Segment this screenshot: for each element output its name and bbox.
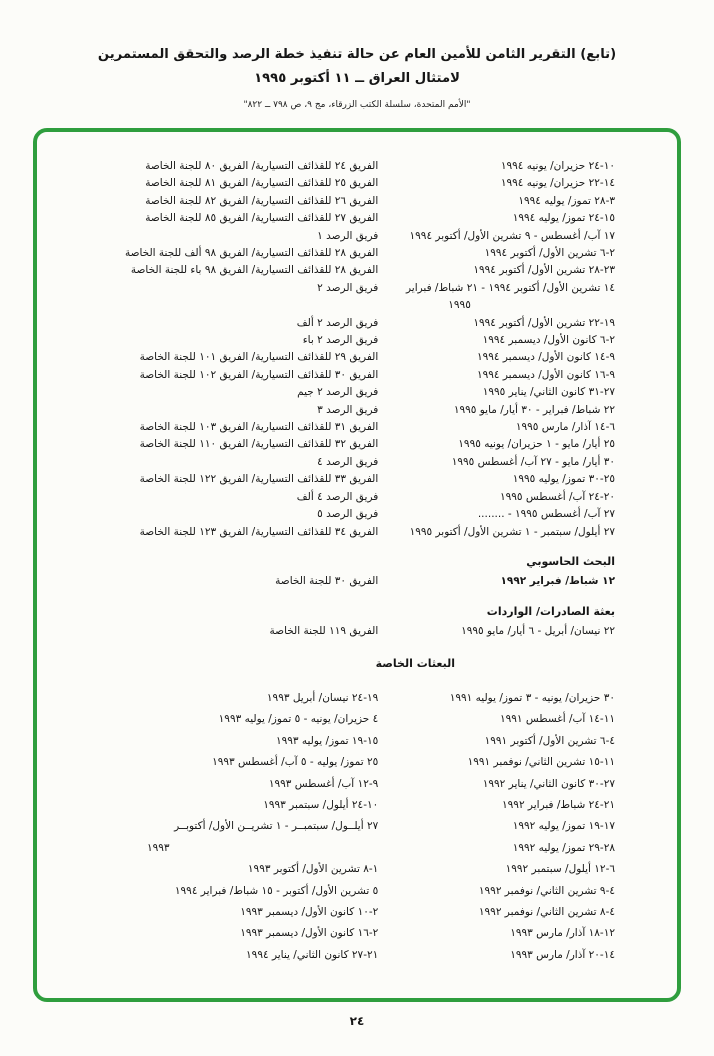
- document-footer: [0, 1014, 714, 1028]
- inspection-date: [378, 332, 615, 349]
- source-citation: "الأمم المتحدة، سلسلة الكتب الزرقاء، مج ٩، ص ٧٩٨ ــ ٨٢٢": [243, 99, 471, 110]
- inspection-date: [378, 349, 615, 366]
- inspection-date: [378, 158, 615, 175]
- team-designation: الفريق ٣١ للقذائف التسيارية/ الفريق ١٠٣ للجنة الخاصة: [139, 421, 379, 434]
- inspection-date-text: ١٥-٢٤ تموز/ يوليه ١٩٩٤: [512, 212, 615, 225]
- special-mission-date-text: ٢٧ أيلــول/ سبتمبــر - ١ تشريــن الأول/ أكتوبــر: [174, 820, 379, 833]
- special-mission-date: [378, 923, 615, 944]
- inspection-date-text: ١٩-٢٢ تشرين الأول/ أكتوبر ١٩٩٤: [473, 316, 615, 329]
- table-row: [77, 210, 615, 227]
- table-row: [77, 332, 615, 349]
- special-mission-date-text: ٢٥ تموز/ يوليه - ٥ آب/ أغسطس ١٩٩٣: [212, 756, 379, 769]
- special-mission-date: [378, 731, 615, 752]
- inspection-date-text: ١٤ تشرين الأول/ أكتوبر ١٩٩٤ - ٢١ شباط/ فبراير: [405, 281, 615, 294]
- special-mission-date-text: ٢-١٦ كانون الأول/ ديسمبر ١٩٩٣: [240, 927, 379, 940]
- inspection-date-text: ٢٧ آب/ أغسطس ١٩٩٥ - ........: [477, 508, 615, 521]
- table-row: [77, 315, 615, 332]
- inspection-date-text: ٩-١٤ كانون الأول/ ديسمبر ١٩٩٤: [476, 351, 615, 364]
- table-row: [77, 419, 615, 436]
- special-mission-date: [378, 752, 615, 773]
- team-designation: الفريق ٢٦ للقذائف التسيارية/ الفريق ٨٢ للجنة الخاصة: [145, 194, 379, 207]
- special-mission-date: [77, 688, 378, 709]
- table-row: [77, 454, 615, 471]
- special-missions-column-right: [378, 688, 615, 966]
- inspection-date: [378, 623, 615, 640]
- special-mission-date-continuation: ١٩٩٣: [147, 841, 170, 854]
- special-mission-date-text: ١٧-١٩ تموز/ يوليه ١٩٩٢: [512, 820, 615, 833]
- special-missions-list: [77, 688, 615, 966]
- inspection-date-text: ١٤-٢٢ حزيران/ يونيه ١٩٩٤: [500, 177, 615, 190]
- inspection-date: [378, 573, 615, 590]
- team-designation: الفريق ٣٠ للقذائف التسيارية/ الفريق ١٠٢ للجنة الخاصة: [139, 368, 379, 381]
- inspection-date-text: ٢٧-٣١ كانون الثاني/ يناير ١٩٩٥: [482, 386, 615, 399]
- team-designation: فريق الرصد ٥: [317, 508, 379, 521]
- special-mission-date: [378, 795, 615, 816]
- inspection-date: [378, 436, 615, 453]
- inspection-date: [378, 454, 615, 471]
- inspection-date: [378, 506, 615, 523]
- table-row: [77, 193, 615, 210]
- team-designation: الفريق ٢٥ للقذائف التسيارية/ الفريق ٨١ للجنة الخاصة: [145, 177, 379, 190]
- table-row: [77, 623, 615, 640]
- special-mission-date: [77, 923, 378, 944]
- team-designation: الفريق ٣٤ للقذائف التسيارية/ الفريق ١٢٣ للجنة الخاصة: [139, 525, 379, 538]
- table-row: [77, 175, 615, 192]
- section-heading-export-import: بعثة الصادرات/ الواردات: [486, 604, 615, 618]
- inspection-date-text: ٣-٢٨ تموز/ يوليه ١٩٩٤: [518, 194, 615, 207]
- special-mission-date: [77, 752, 378, 773]
- inspection-date: [378, 367, 615, 384]
- special-mission-date-text: ٢٧-٣٠ كانون الثاني/ يناير ١٩٩٢: [482, 777, 615, 790]
- special-mission-date-text: ١٢-١٨ آذار/ مارس ١٩٩٣: [510, 927, 615, 940]
- report-title-line1: (تابع) التقرير الثامن للأمين العام عن حالة تنفيذ خطة الرصد والتحقق المستمرين: [97, 47, 617, 62]
- special-mission-date: [378, 816, 615, 837]
- table-row: [77, 280, 615, 315]
- inspection-date-text: ٢٥ أيار/ مايو - ١ حزيران/ يونيه ١٩٩٥: [458, 438, 615, 451]
- inspection-date-text: ٦-١٤ آذار/ مارس ١٩٩٥: [515, 421, 615, 434]
- inspection-date-text: ١٠-٢٤ حزيران/ يونيه ١٩٩٤: [500, 159, 615, 172]
- inspection-date: [378, 419, 615, 436]
- special-mission-date-text: ١٠-٢٤ أيلول/ سبتمبر ١٩٩٣: [263, 798, 379, 811]
- inspection-date-continuation: ١٩٩٥: [448, 299, 471, 312]
- page-number: ٢٤: [349, 1013, 365, 1028]
- table-row: [77, 471, 615, 488]
- special-mission-date: [77, 731, 378, 752]
- special-mission-date-text: ١-٨ تشرين الأول/ أكتوبر ١٩٩٣: [247, 863, 379, 876]
- special-mission-date-text: ٩-١٢ آب/ أغسطس ١٩٩٣: [268, 777, 379, 790]
- special-mission-date: [77, 816, 378, 859]
- team-designation: فريق الرصد ٤: [317, 455, 379, 468]
- section-heading-computer-search: البحث الحاسوبي: [526, 554, 615, 568]
- team-designation: فريق الرصد ١: [317, 229, 379, 242]
- table-row: [77, 506, 615, 523]
- inspection-date-text: ٣٠ أيار/ مايو - ٢٧ آب/ أغسطس ١٩٩٥: [451, 455, 615, 468]
- team-designation: الفريق ٢٩ للقذائف التسيارية/ الفريق ١٠١ للجنة الخاصة: [139, 351, 379, 364]
- team-designation: فريق الرصد ٢ جيم: [297, 386, 379, 399]
- special-mission-date-text: ٤-٦ تشرين الأول/ أكتوبر ١٩٩١: [484, 734, 615, 747]
- table-row: [77, 349, 615, 366]
- special-mission-date: [77, 902, 378, 923]
- table-row: [77, 436, 615, 453]
- inspection-date: [378, 228, 615, 245]
- inspection-date: [378, 262, 615, 279]
- special-mission-date-text: ٢١-٢٤ شباط/ فبراير ١٩٩٢: [502, 798, 615, 811]
- inspection-date-text: ٢٢ نيسان/ أبريل - ٦ أيار/ مايو ١٩٩٥: [461, 625, 615, 638]
- special-mission-date-text: ٦-١٢ أيلول/ سبتمبر ١٩٩٢: [505, 863, 615, 876]
- inspection-date: [378, 193, 615, 210]
- special-mission-date: [77, 774, 378, 795]
- content-frame: [33, 128, 681, 1002]
- inspection-date-text: ٢٣-٢٨ تشرين الأول/ أكتوبر ١٩٩٤: [473, 264, 615, 277]
- special-mission-date: [77, 795, 378, 816]
- inspection-date-text: ٢٥-٣٠ تموز/ يوليه ١٩٩٥: [512, 473, 615, 486]
- inspection-date: [378, 402, 615, 419]
- special-mission-date: [77, 945, 378, 966]
- inspection-date: [378, 489, 615, 506]
- table-row: [77, 158, 615, 175]
- special-mission-date-text: ٢١-٢٧ كانون الثاني/ يناير ١٩٩٤: [246, 948, 379, 961]
- special-mission-date: [378, 838, 615, 859]
- team-designation: الفريق ٣٣ للقذائف التسيارية/ الفريق ١٢٢ للجنة الخاصة: [139, 473, 379, 486]
- team-designation: فريق الرصد ٤ ألف: [296, 490, 379, 503]
- inspection-date-text: ٢-٦ تشرين الأول/ أكتوبر ١٩٩٤: [484, 247, 615, 259]
- inspection-date-text: ٢-٦ كانون الأول/ ديسمبر ١٩٩٤: [482, 334, 615, 347]
- team-designation: الفريق ١١٩ للجنة الخاصة: [269, 625, 379, 638]
- inspection-date: [378, 245, 615, 262]
- special-mission-date: [77, 881, 378, 902]
- special-mission-date-text: ١١-١٥ تشرين الثاني/ نوفمبر ١٩٩١: [467, 756, 615, 769]
- missile-inspections-table: [77, 158, 615, 541]
- special-mission-date: [77, 709, 378, 730]
- table-row: [77, 573, 615, 590]
- special-mission-date-text: ١١-١٤ آب/ أغسطس ١٩٩١: [499, 713, 615, 726]
- special-mission-date-text: ١٥-١٩ تموز/ يوليه ١٩٩٣: [275, 734, 379, 747]
- special-mission-date-text: ٣٠ حزيران/ يونيه - ٣ تموز/ يوليه ١٩٩١: [449, 691, 615, 704]
- table-row: [77, 384, 615, 401]
- table-row: [77, 228, 615, 245]
- special-mission-date-text: ٤-٩ تشرين الثاني/ نوفمبر ١٩٩٢: [478, 884, 615, 897]
- inspection-date: [378, 280, 615, 315]
- special-mission-date: [77, 859, 378, 880]
- inspection-date: [378, 524, 615, 541]
- table-row: [77, 262, 615, 279]
- inspection-date: [378, 471, 615, 488]
- special-mission-date-text: ٢-١٠ كانون الأول/ ديسمبر ١٩٩٣: [240, 906, 379, 918]
- team-designation: فريق الرصد ٢ باء: [302, 334, 379, 347]
- export-import-table: [77, 623, 615, 640]
- inspection-date-text: ١٢ شباط/ فبراير ١٩٩٢: [500, 575, 615, 588]
- inspection-date-text: ٩-١٦ كانون الأول/ ديسمبر ١٩٩٤: [476, 368, 615, 381]
- team-designation: الفريق ٣٠ للجنة الخاصة: [275, 575, 379, 588]
- special-mission-date: [378, 688, 615, 709]
- team-designation: الفريق ٣٢ للقذائف التسيارية/ الفريق ١١٠ للجنة الخاصة: [139, 438, 379, 451]
- team-designation: الفريق ٢٨ للقذائف التسيارية/ الفريق ٩٨ ألف للجنة الخاصة: [124, 247, 379, 259]
- team-designation: فريق الرصد ٢ ألف: [296, 316, 379, 329]
- document-header: [0, 0, 714, 110]
- inspection-date: [378, 210, 615, 227]
- inspection-date: [378, 384, 615, 401]
- table-row: [77, 524, 615, 541]
- special-mission-date: [378, 774, 615, 795]
- inspection-date-text: ١٧ آب/ أغسطس - ٩ تشرين الأول/ أكتوبر ١٩٩٤: [409, 229, 615, 242]
- special-mission-date-text: ٤ حزيران/ يونيه - ٥ تموز/ يوليه ١٩٩٣: [218, 713, 379, 726]
- special-missions-column-left: [77, 688, 378, 966]
- special-mission-date-text: ٢٨-٢٩ تموز/ يوليه ١٩٩٢: [512, 841, 615, 854]
- team-designation: فريق الرصد ٣: [317, 403, 379, 416]
- inspection-date-text: ٢٠-٢٤ آب/ أغسطس ١٩٩٥: [499, 490, 615, 503]
- special-mission-date: [378, 902, 615, 923]
- special-mission-date: [378, 709, 615, 730]
- section-heading-special-missions: البعثات الخاصة: [375, 656, 455, 670]
- team-designation: فريق الرصد ٢: [317, 281, 379, 294]
- computer-search-table: [77, 573, 615, 590]
- inspection-date-text: ٢٢ شباط/ فبراير - ٣٠ أيار/ مايو ١٩٩٥: [453, 403, 615, 416]
- special-mission-date: [378, 859, 615, 880]
- special-mission-date-text: ٥ تشرين الأول/ أكتوبر - ١٥ شباط/ فبراير ١٩٩٤: [174, 884, 379, 897]
- report-title-line2: لامتثال العراق ــ ١١ أكتوبر ١٩٩٥: [254, 71, 460, 87]
- team-designation: الفريق ٢٧ للقذائف التسيارية/ الفريق ٨٥ للجنة الخاصة: [145, 212, 379, 225]
- team-designation: الفريق ٢٨ للقذائف التسيارية/ الفريق ٩٨ باء للجنة الخاصة: [130, 264, 379, 277]
- special-mission-date-text: ١٤-٢٠ آذار/ مارس ١٩٩٣: [510, 948, 615, 961]
- special-mission-date-text: ١٩-٢٤ نيسان/ أبريل ١٩٩٣: [266, 691, 379, 704]
- table-row: [77, 245, 615, 262]
- special-mission-date-text: ٤-٨ تشرين الثاني/ نوفمبر ١٩٩٢: [478, 906, 615, 918]
- inspection-date: [378, 315, 615, 332]
- inspection-date: [378, 175, 615, 192]
- table-row: [77, 489, 615, 506]
- inspection-date-text: ٢٧ أيلول/ سبتمبر - ١ تشرين الأول/ أكتوبر ١٩٩٥: [409, 525, 615, 538]
- team-designation: الفريق ٢٤ للقذائف التسيارية/ الفريق ٨٠ للجنة الخاصة: [145, 159, 379, 172]
- special-mission-date: [378, 881, 615, 902]
- table-row: [77, 367, 615, 384]
- table-row: [77, 402, 615, 419]
- special-mission-date: [378, 945, 615, 966]
